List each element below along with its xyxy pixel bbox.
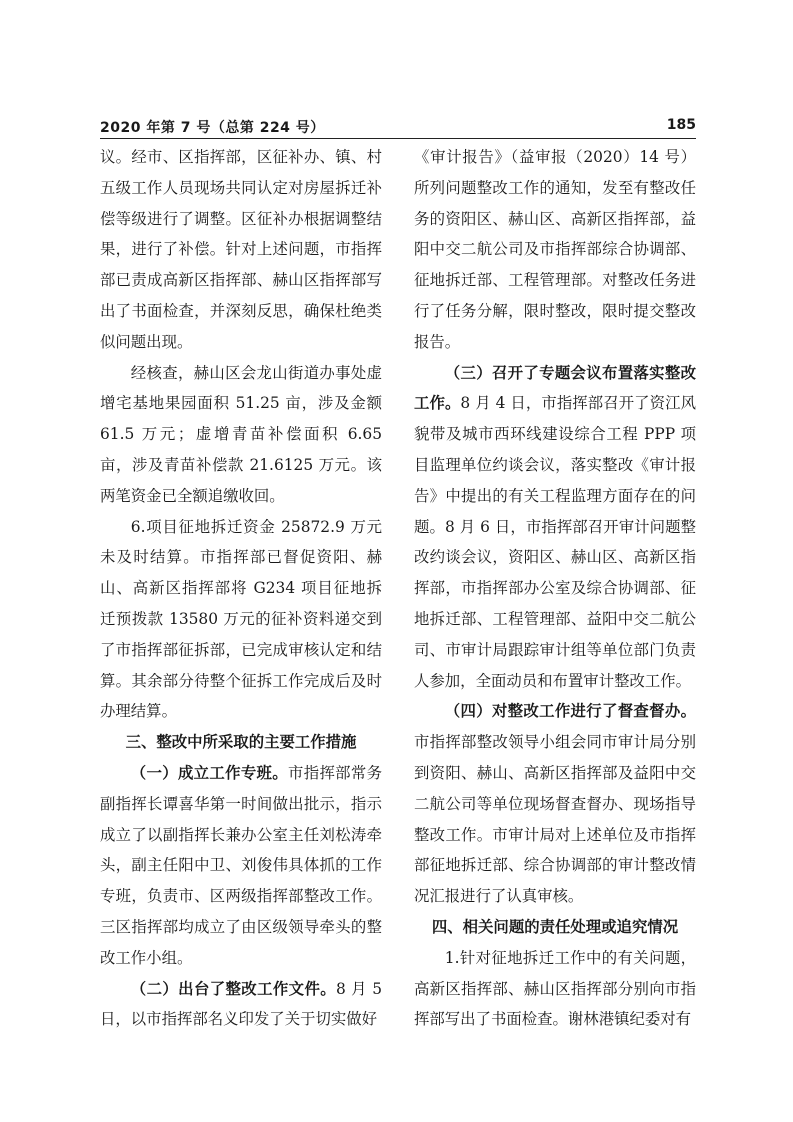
header-rule [100,138,696,139]
left-column [100,142,382,1035]
paragraph-text: 市指挥部常务副指挥长谭喜华第一时间做出批示，指示成立了以副指挥长兼办公室主任刘松涛牵头，副主任阳中卫、刘俊伟具体抓的工作专班，负责市、区两级指挥部整改工作。三区指挥部均成立了由区级领导牵头的整改工作小组。 [100,763,382,967]
section-heading: 三、整改中所采取的主要工作措施 [125,733,357,752]
right-column [414,142,696,1035]
paragraph: 6.项目征地拆迁资金 25872.9 万元未及时结算。市指挥部已督促资阳、赫山、高新区指挥部将 G234 项目征地拆迁预拨款 13580 万元的征补资料递交到了市指挥部征拆部，已完成审核认定和结算。其余部分待整个征拆工作完成后及时办理结算。 [100,517,382,721]
paragraph-text: 8 月 4 日，市指挥部召开了资江风貌带及城市西环线建设综合工程 PPP 项目监理单位约谈会议，落实整改《审计报告》中提出的有关工程监理方面存在的问题。8 月 6 日，市指挥部召开审计问题整改约谈会议，资阳区、赫山区、高新区指挥部，市指挥部办公室及综合协调部、征地拆迁部、工程管理部、益阳中交二航公司、市审计局跟踪审计组等单位部门负责人参加，全面动员和布置审计整改工作。 [414,394,696,690]
paragraph-text: 市指挥部整改领导小组会同市审计局分别到资阳、赫山、高新区指挥部及益阳中交二航公司等单位现场督查督办、现场指导整改工作。市审计局对上述单位及市指挥部征地拆迁部、综合协调部的审计整改情况汇报进行了认真审核。 [414,733,696,906]
paragraph [414,696,696,912]
subsection-lead: （四）对整改工作进行了督查督办。 [444,702,696,721]
paragraph: 《审计报告》（益审报（2020）14 号）所列问题整改工作的通知，发至有整改任务的资阳区、赫山区、高新区指挥部，益阳中交二航公司及市指挥部综合协调部、征地拆迁部、工程管理部。对整改任务进行了任务分解，限时整改，限时提交整改报告。 [414,148,696,351]
section-heading: 四、相关问题的责任处理或追究情况 [431,917,679,936]
page-number: 185 [666,117,696,133]
issue-label: 2020 年第 7 号（总第 224 号） [100,120,325,136]
paragraph [414,358,696,697]
paragraph: 议。经市、区指挥部，区征补办、镇、村五级工作人员现场共同认定对房屋拆迁补偿等级进行了调整。区征补办根据调整结果，进行了补偿。针对上述问题，市指挥部已责成高新区指挥部、赫山区指挥部写出了书面检查，并深刻反思，确保杜绝类似问题出现。 [100,148,382,351]
subsection-lead: （二）出台了整改工作文件。 [130,979,337,998]
running-header [100,117,696,139]
paragraph-text: 8 月 5 日，以市指挥部名义印发了关于切实做好 [100,979,382,1029]
paragraph: 1.针对征地拆迁工作中的有关问题，高新区指挥部、赫山区指挥部分别向市指挥部写出了书面检查。谢林港镇纪委对有 [414,948,696,1029]
paragraph: 经核查，赫山区会龙山街道办事处虚增宅基地果园面积 51.25 亩，涉及金额 61.5 万元；虚增青苗补偿面积 6.65 亩，涉及青苗补偿款 21.6125 万元。该两笔资金已全额追缴收回。 [100,363,382,505]
subsection-lead: （一）成立工作专班。 [130,763,288,782]
paragraph [100,974,382,1036]
paragraph [100,758,382,974]
subsection-lead: （三）召开了专题会议布置落实整改工作。 [414,363,696,413]
